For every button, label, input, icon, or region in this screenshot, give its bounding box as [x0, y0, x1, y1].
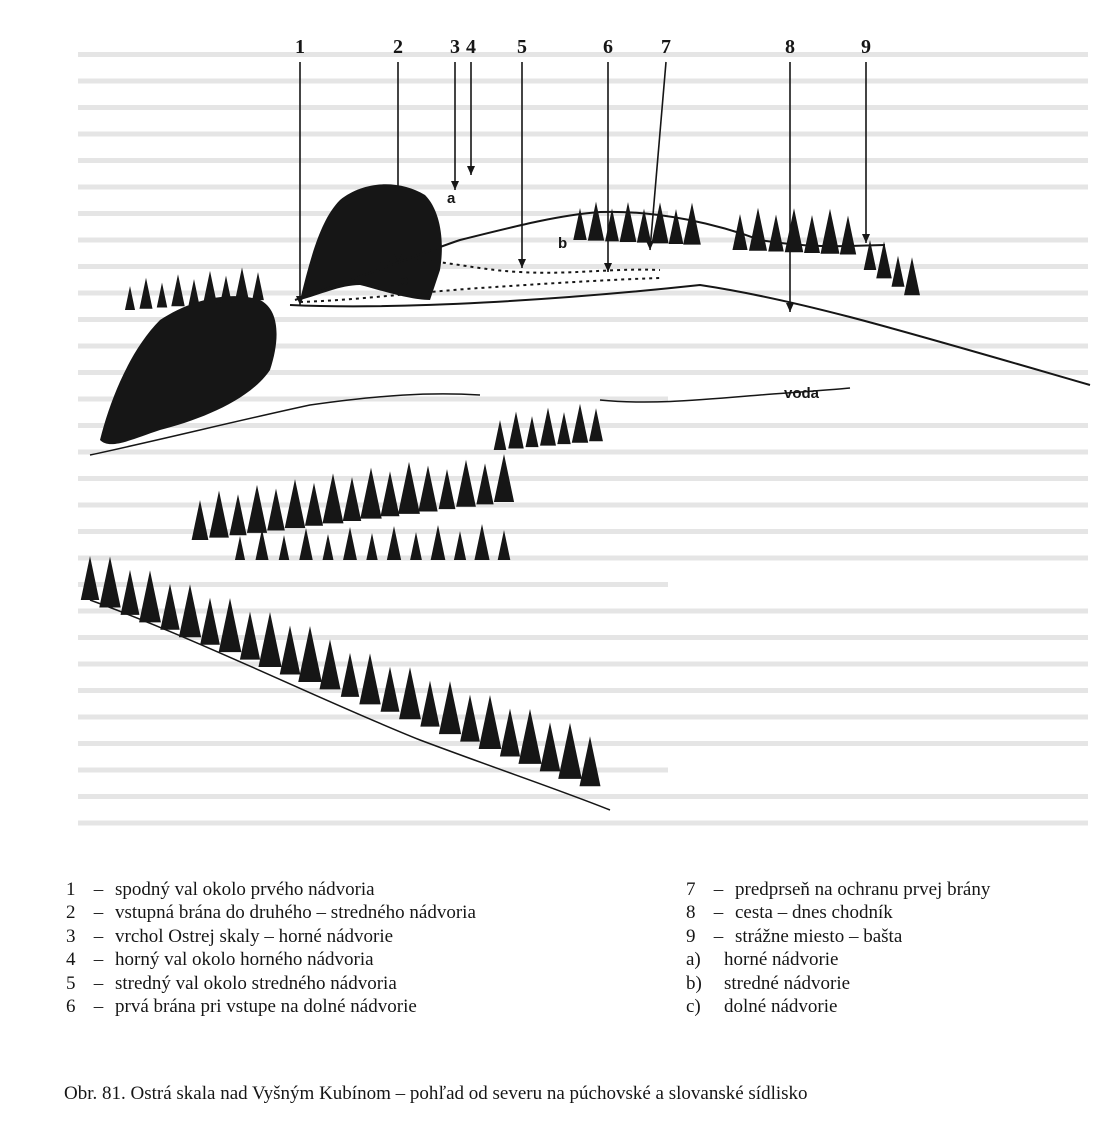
tree [341, 653, 359, 697]
tree [749, 208, 767, 251]
show-through-line [78, 715, 1088, 720]
callout-number: 8 [785, 36, 795, 58]
tree [247, 485, 267, 533]
show-through-line [78, 821, 1088, 826]
tree [399, 667, 421, 719]
tree [220, 276, 231, 303]
show-through-line [78, 450, 1088, 455]
tree [229, 494, 246, 535]
zone-label-c: c [400, 272, 409, 289]
tree [558, 723, 582, 779]
callout-number: 6 [603, 36, 613, 58]
tree [525, 416, 538, 447]
callout-number: 4 [466, 36, 476, 58]
legend-item: 9 – strážne miesto – bašta [686, 925, 903, 947]
tree [420, 681, 439, 727]
tree [360, 468, 381, 519]
callout-number: 5 [517, 36, 527, 58]
tree [785, 208, 803, 252]
show-through-line [78, 52, 1088, 57]
zone-label-a: a [447, 190, 456, 207]
tree [498, 530, 511, 560]
tree [804, 215, 820, 253]
callout-number: 2 [393, 36, 403, 58]
legend-left-column [66, 878, 476, 1018]
show-through-line [78, 503, 1088, 508]
legend-item: a) horné nádvorie [686, 949, 839, 971]
tree [279, 535, 290, 560]
show-through-line [78, 662, 1088, 667]
show-through-line [78, 741, 1088, 746]
legend-item: 2 – vstupná brána do druhého – stredného nádvoria [66, 902, 476, 924]
show-through-line [78, 185, 1088, 190]
show-through-line [78, 132, 1088, 137]
tree [398, 462, 420, 514]
tree [323, 534, 334, 560]
tree [768, 215, 784, 252]
tree [418, 466, 437, 512]
tree [252, 272, 264, 300]
tree [200, 598, 220, 645]
tree [891, 256, 904, 287]
show-through-line [78, 529, 1088, 534]
tree [203, 271, 217, 304]
main-rock-mass [300, 184, 442, 300]
tree [821, 209, 840, 254]
tree [540, 722, 561, 771]
tree [139, 570, 161, 622]
show-through-line [78, 556, 1088, 561]
tree [476, 463, 493, 504]
legend-right-column [686, 878, 990, 1018]
callout-number: 1 [295, 36, 305, 58]
tree [840, 216, 856, 255]
legend-item: 8 – cesta – dnes chodník [686, 902, 893, 924]
show-through-line [78, 105, 1088, 110]
tree [209, 491, 229, 538]
tree [160, 584, 179, 630]
show-through-line [78, 688, 1088, 693]
callout-arrowhead [786, 303, 794, 312]
callout-arrowhead [467, 166, 475, 175]
tree [81, 556, 99, 600]
show-through-line [78, 158, 1088, 163]
callout-number: 7 [661, 36, 671, 58]
tree [508, 412, 524, 449]
legend [0, 878, 1105, 1017]
tree [683, 203, 701, 245]
tree [588, 202, 604, 241]
show-through-line [78, 794, 1088, 799]
tree [669, 209, 684, 244]
tree [439, 469, 456, 509]
legend-item: 5 – stredný val okolo stredného nádvoria [66, 972, 397, 994]
tree [454, 531, 466, 560]
tree [267, 489, 285, 531]
tree [479, 695, 502, 749]
legend-item: b) stredné nádvorie [686, 972, 851, 994]
water-label: voda [784, 385, 820, 402]
legend-item: c) dolné nádvorie [686, 995, 838, 1017]
legend-item: 4 – horný val okolo horného nádvoria [66, 949, 374, 971]
tree [876, 241, 892, 278]
tree [620, 202, 637, 242]
show-through-line [78, 476, 1088, 481]
tree [171, 274, 184, 306]
legend-item: 1 – spodný val okolo prvého nádvoria [66, 879, 375, 900]
show-through-line [78, 264, 1088, 269]
tree [280, 626, 301, 675]
figure-caption: Obr. 81. Ostrá skala nad Vyšným Kubínom – pohľad od severu na púchovské a slovanské sídlisko [64, 1083, 808, 1104]
tree [125, 286, 135, 310]
legend-item: 7 – predprseň na ochranu prvej brány [686, 879, 991, 900]
tree [410, 532, 422, 560]
tree [99, 556, 120, 607]
tree [359, 653, 380, 704]
tree [235, 536, 245, 560]
tree [298, 626, 322, 682]
lower-slope-edge [90, 600, 610, 810]
tree [366, 533, 377, 560]
zone-label-b: b [558, 235, 568, 252]
tree [343, 477, 361, 521]
tree [456, 460, 476, 507]
show-through-line [78, 79, 1088, 84]
legend-item: 3 – vrchol Ostrej skaly – horné nádvorie [66, 925, 394, 947]
tree [219, 598, 242, 652]
callout-arrowhead [296, 296, 304, 305]
tree [904, 257, 920, 295]
callout-arrowhead [646, 241, 654, 250]
legend-item: 6 – prvá brána pri vstupe na dolné nádvorie [66, 995, 417, 1017]
tree [121, 570, 140, 615]
forest-trees [81, 202, 920, 787]
show-through-line [78, 582, 668, 587]
callout-number: 3 [450, 36, 460, 58]
tree [557, 412, 570, 444]
callout-number: 9 [861, 36, 871, 58]
tree [235, 267, 249, 301]
